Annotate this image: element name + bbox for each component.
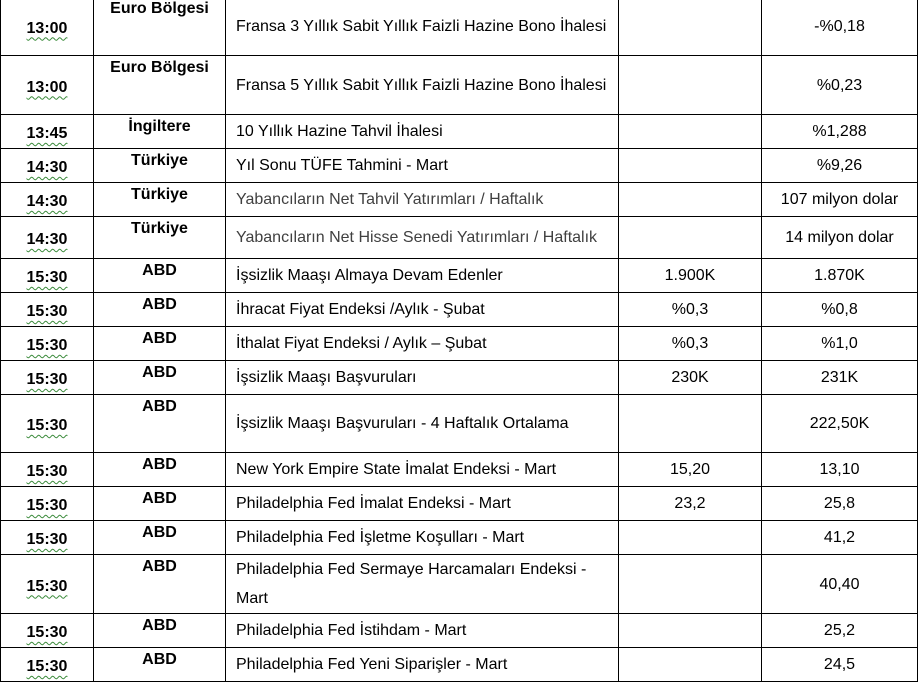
event-cell <box>226 614 619 648</box>
time-text: 15:30 <box>26 417 68 434</box>
time-text: 15:30 <box>26 658 68 675</box>
previous-cell <box>762 183 918 217</box>
table-row <box>1 183 918 217</box>
country-cell <box>94 648 226 682</box>
event-text: Yabancıların Net Tahvil Yatırımları / Haftalık <box>236 190 544 208</box>
previous-text: 231K <box>820 369 859 386</box>
expected-cell <box>619 217 762 259</box>
previous-text: 222,50K <box>809 415 870 432</box>
expected-text: 15,20 <box>669 461 711 478</box>
table-row <box>1 149 918 183</box>
expected-text: 23,2 <box>674 495 706 512</box>
country-text: ABD <box>142 296 177 313</box>
event-text: İşsizlik Maaşı Başvuruları - 4 Haftalık Ortalama <box>236 415 569 432</box>
time-text: 13:45 <box>26 125 68 142</box>
country-text: ABD <box>142 490 177 507</box>
country-cell <box>94 361 226 395</box>
country-text: Türkiye <box>131 220 188 237</box>
event-cell <box>226 0 619 56</box>
country-text: ABD <box>142 617 177 634</box>
time-cell <box>1 487 94 521</box>
time-text: 13:00 <box>26 78 68 96</box>
event-cell <box>226 648 619 682</box>
time-text: 14:30 <box>26 193 68 210</box>
expected-cell <box>619 361 762 395</box>
previous-cell <box>762 395 918 453</box>
time-text: 15:30 <box>26 624 68 641</box>
table-row <box>1 487 918 521</box>
time-cell <box>1 217 94 259</box>
country-cell <box>94 115 226 149</box>
country-text: Türkiye <box>131 186 188 203</box>
expected-cell <box>619 327 762 361</box>
event-text: 10 Yıllık Hazine Tahvil İhalesi <box>236 123 443 140</box>
event-text: Fransa 3 Yıllık Sabit Yıllık Faizli Hazine Bono İhalesi <box>236 17 607 35</box>
table-row <box>1 327 918 361</box>
event-text: Philadelphia Fed Sermaye Harcamaları Endeksi - Mart <box>236 561 587 607</box>
country-text: İngiltere <box>128 118 191 135</box>
event-text: İhracat Fiyat Endeksi /Aylık - Şubat <box>236 301 485 318</box>
expected-cell <box>619 183 762 217</box>
event-cell <box>226 217 619 259</box>
event-cell <box>226 395 619 453</box>
event-cell <box>226 327 619 361</box>
time-text: 15:30 <box>26 531 68 548</box>
expected-cell <box>619 259 762 293</box>
expected-text: 230K <box>671 369 709 386</box>
previous-text: 14 milyon dolar <box>785 229 894 246</box>
expected-cell <box>619 648 762 682</box>
country-cell <box>94 453 226 487</box>
previous-cell <box>762 648 918 682</box>
event-text: Philadelphia Fed İşletme Koşulları - Mart <box>236 529 525 546</box>
event-cell <box>226 487 619 521</box>
country-cell <box>94 259 226 293</box>
previous-text: 40,40 <box>819 575 860 593</box>
table-row <box>1 395 918 453</box>
previous-cell <box>762 217 918 259</box>
table-row <box>1 0 918 56</box>
expected-cell <box>619 487 762 521</box>
previous-text: %1,0 <box>821 335 858 352</box>
country-text: ABD <box>142 558 177 575</box>
table-row <box>1 259 918 293</box>
country-cell <box>94 327 226 361</box>
event-text: Yıl Sonu TÜFE Tahmini - Mart <box>236 157 448 174</box>
country-cell <box>94 56 226 115</box>
expected-text: %0,3 <box>671 335 709 352</box>
time-text: 15:30 <box>26 463 68 480</box>
expected-text: 1.900K <box>664 267 716 284</box>
time-cell <box>1 453 94 487</box>
time-cell <box>1 259 94 293</box>
time-cell <box>1 183 94 217</box>
event-cell <box>226 293 619 327</box>
expected-text: %0,3 <box>671 301 709 318</box>
country-cell <box>94 395 226 453</box>
time-text: 15:30 <box>26 269 68 286</box>
previous-cell <box>762 115 918 149</box>
previous-text: 107 milyon dolar <box>780 191 899 208</box>
time-text: 14:30 <box>26 159 68 176</box>
event-text: İthalat Fiyat Endeksi / Aylık – Şubat <box>236 335 487 352</box>
time-cell <box>1 293 94 327</box>
expected-cell <box>619 555 762 614</box>
event-cell <box>226 56 619 115</box>
expected-cell <box>619 149 762 183</box>
previous-cell <box>762 293 918 327</box>
time-text: 15:30 <box>26 577 68 595</box>
table-row <box>1 361 918 395</box>
country-text: ABD <box>142 398 177 415</box>
country-cell <box>94 555 226 614</box>
event-cell <box>226 259 619 293</box>
event-text: Philadelphia Fed İstihdam - Mart <box>236 622 467 639</box>
country-text: ABD <box>142 651 177 668</box>
table-row <box>1 521 918 555</box>
country-text: ABD <box>142 330 177 347</box>
country-text: ABD <box>142 262 177 279</box>
event-text: İşsizlik Maaşı Almaya Devam Edenler <box>236 267 503 284</box>
expected-cell <box>619 0 762 56</box>
previous-cell <box>762 327 918 361</box>
time-cell <box>1 521 94 555</box>
country-text: Türkiye <box>131 152 188 169</box>
expected-cell <box>619 56 762 115</box>
event-text: Philadelphia Fed Yeni Siparişler - Mart <box>236 656 508 673</box>
table-row <box>1 555 918 614</box>
country-text: ABD <box>142 524 177 541</box>
country-text: ABD <box>142 364 177 381</box>
table-row <box>1 614 918 648</box>
country-cell <box>94 0 226 56</box>
previous-cell <box>762 361 918 395</box>
previous-cell <box>762 487 918 521</box>
expected-cell <box>619 115 762 149</box>
previous-cell <box>762 0 918 56</box>
time-cell <box>1 56 94 115</box>
country-cell <box>94 521 226 555</box>
event-text: New York Empire State İmalat Endeksi - Mart <box>236 461 557 478</box>
event-text: İşsizlik Maaşı Başvuruları <box>236 369 417 386</box>
previous-text: 41,2 <box>823 529 856 546</box>
time-cell <box>1 555 94 614</box>
event-text: Fransa 5 Yıllık Sabit Yıllık Faizli Hazine Bono İhalesi <box>236 76 607 94</box>
previous-text: -%0,18 <box>814 17 865 35</box>
event-cell <box>226 453 619 487</box>
time-cell <box>1 115 94 149</box>
previous-text: %1,288 <box>812 123 867 140</box>
event-cell <box>226 361 619 395</box>
time-cell <box>1 395 94 453</box>
time-cell <box>1 149 94 183</box>
time-cell <box>1 327 94 361</box>
event-text: Yabancıların Net Hisse Senedi Yatırımları / Haftalık <box>236 228 598 246</box>
time-text: 13:00 <box>26 19 68 37</box>
time-cell <box>1 0 94 56</box>
event-text: Philadelphia Fed İmalat Endeksi - Mart <box>236 495 511 512</box>
event-cell <box>226 115 619 149</box>
country-cell <box>94 487 226 521</box>
country-text: Euro Bölgesi <box>110 0 209 17</box>
table-row <box>1 217 918 259</box>
previous-text: 1.870K <box>814 267 865 284</box>
previous-cell <box>762 149 918 183</box>
expected-cell <box>619 293 762 327</box>
time-text: 15:30 <box>26 303 68 320</box>
time-text: 14:30 <box>26 231 68 248</box>
country-cell <box>94 293 226 327</box>
previous-cell <box>762 614 918 648</box>
event-cell <box>226 183 619 217</box>
table-row <box>1 453 918 487</box>
previous-cell <box>762 555 918 614</box>
previous-cell <box>762 259 918 293</box>
time-cell <box>1 361 94 395</box>
expected-cell <box>619 453 762 487</box>
previous-cell <box>762 453 918 487</box>
previous-text: 25,8 <box>823 495 856 512</box>
previous-text: %0,8 <box>821 301 858 318</box>
country-cell <box>94 217 226 259</box>
calendar-body <box>1 0 918 682</box>
time-text: 15:30 <box>26 337 68 354</box>
table-row <box>1 115 918 149</box>
table-row <box>1 293 918 327</box>
event-cell <box>226 149 619 183</box>
time-text: 15:30 <box>26 497 68 514</box>
previous-text: 13,10 <box>819 461 860 478</box>
previous-cell <box>762 56 918 115</box>
country-text: Euro Bölgesi <box>110 59 209 76</box>
expected-cell <box>619 395 762 453</box>
table-row <box>1 56 918 115</box>
event-cell <box>226 555 619 614</box>
expected-cell <box>619 521 762 555</box>
country-text: ABD <box>142 456 177 473</box>
event-cell <box>226 521 619 555</box>
time-text: 15:30 <box>26 371 68 388</box>
expected-cell <box>619 614 762 648</box>
time-cell <box>1 614 94 648</box>
previous-text: %9,26 <box>816 157 863 174</box>
table-row <box>1 648 918 682</box>
country-cell <box>94 149 226 183</box>
time-cell <box>1 648 94 682</box>
previous-text: %0,23 <box>816 76 863 94</box>
country-cell <box>94 614 226 648</box>
previous-text: 25,2 <box>823 622 856 639</box>
previous-cell <box>762 521 918 555</box>
country-cell <box>94 183 226 217</box>
previous-text: 24,5 <box>823 656 856 673</box>
